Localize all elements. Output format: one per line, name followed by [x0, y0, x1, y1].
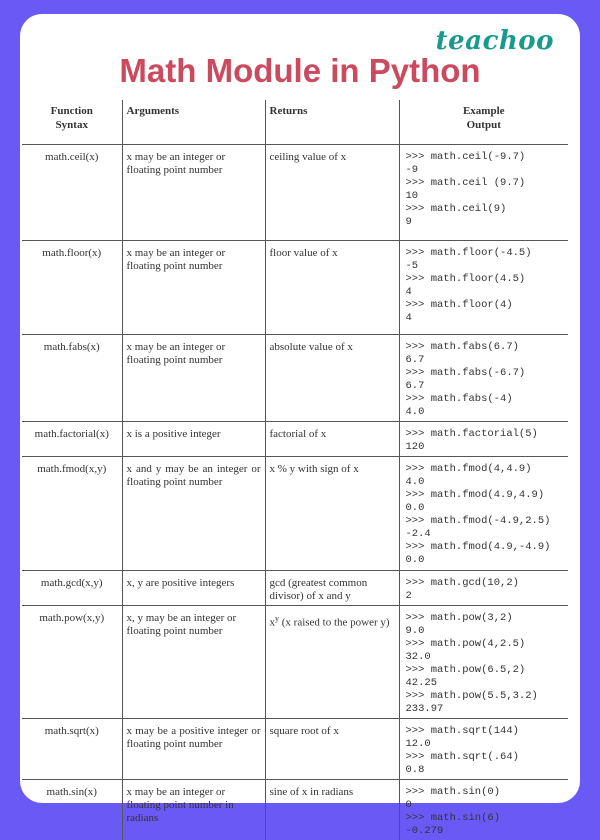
returns-base: x: [270, 617, 276, 629]
syntax-cell: math.floor(x): [22, 241, 122, 335]
page-title: Math Module in Python: [20, 52, 580, 90]
page-card: [20, 14, 580, 803]
arguments-cell: x may be an integer or floating point number in radians: [122, 780, 265, 840]
table-row: [22, 719, 568, 780]
table-row: [22, 145, 568, 241]
header-returns: Returns: [265, 100, 399, 145]
returns-cell: [265, 606, 399, 719]
syntax-cell: math.fmod(x,y): [22, 457, 122, 571]
header-syntax: [22, 100, 122, 145]
table-row: [22, 335, 568, 422]
arguments-cell: x, y may be an integer or floating point number: [122, 606, 265, 719]
output-cell: >>> math.floor(-4.5) -5 >>> math.floor(4.5) 4 >>> math.floor(4) 4: [399, 241, 568, 335]
returns-text: (x raised to the power y): [279, 617, 390, 629]
header-output: [399, 100, 568, 145]
output-cell: >>> math.gcd(10,2) 2: [399, 571, 568, 606]
syntax-cell: math.factorial(x): [22, 422, 122, 457]
header-arguments: Arguments: [122, 100, 265, 145]
arguments-cell: x may be a positive integer or floating point number: [122, 719, 265, 780]
output-cell: >>> math.pow(3,2) 9.0 >>> math.pow(4,2.5) 32.0 >>> math.pow(6.5,2) 42.25 >>> math.pow(5.5,3.2) 233.97: [399, 606, 568, 719]
table-row: [22, 241, 568, 335]
table-row: [22, 422, 568, 457]
output-cell: >>> math.fmod(4,4.9) 4.0 >>> math.fmod(4.9,4.9) 0.0 >>> math.fmod(-4.9,2.5) -2.4 >>> math.fmod(4.9,-4.9) 0.0: [399, 457, 568, 571]
output-cell: >>> math.ceil(-9.7) -9 >>> math.ceil (9.7) 10 >>> math.ceil(9) 9: [399, 145, 568, 241]
header-output-line2: Output: [467, 119, 501, 131]
syntax-cell: math.fabs(x): [22, 335, 122, 422]
returns-cell: factorial of x: [265, 422, 399, 457]
math-functions-table: [22, 100, 568, 840]
output-cell: >>> math.sqrt(144) 12.0 >>> math.sqrt(.64) 0.8: [399, 719, 568, 780]
returns-cell: sine of x in radians: [265, 780, 399, 840]
syntax-cell: math.sin(x): [22, 780, 122, 840]
returns-cell: gcd (greatest common divisor) of x and y: [265, 571, 399, 606]
output-cell: >>> math.fabs(6.7) 6.7 >>> math.fabs(-6.7) 6.7 >>> math.fabs(-4) 4.0: [399, 335, 568, 422]
arguments-cell: x is a positive integer: [122, 422, 265, 457]
arguments-cell: x may be an integer or floating point number: [122, 335, 265, 422]
syntax-cell: math.ceil(x): [22, 145, 122, 241]
syntax-cell: math.gcd(x,y): [22, 571, 122, 606]
table-row: [22, 457, 568, 571]
brand-logo: teachoo: [436, 26, 554, 56]
header-syntax-line2: Syntax: [56, 119, 88, 131]
header-output-line1: Example: [463, 105, 505, 117]
returns-cell: x % y with sign of x: [265, 457, 399, 571]
table-row: [22, 780, 568, 840]
output-cell: >>> math.sin(0) 0 >>> math.sin(6) -0.279: [399, 780, 568, 840]
header-syntax-line1: Function: [51, 105, 93, 117]
table-row: [22, 571, 568, 606]
returns-exponent: y: [275, 614, 279, 623]
output-cell: >>> math.factorial(5) 120: [399, 422, 568, 457]
table-header-row: [22, 100, 568, 145]
returns-cell: absolute value of x: [265, 335, 399, 422]
arguments-cell: x may be an integer or floating point number: [122, 241, 265, 335]
returns-cell: floor value of x: [265, 241, 399, 335]
arguments-cell: x may be an integer or floating point number: [122, 145, 265, 241]
returns-cell: ceiling value of x: [265, 145, 399, 241]
table-row: [22, 606, 568, 719]
syntax-cell: math.pow(x,y): [22, 606, 122, 719]
arguments-cell: x and y may be an integer or floating point number: [122, 457, 265, 571]
returns-cell: square root of x: [265, 719, 399, 780]
arguments-cell: x, y are positive integers: [122, 571, 265, 606]
syntax-cell: math.sqrt(x): [22, 719, 122, 780]
